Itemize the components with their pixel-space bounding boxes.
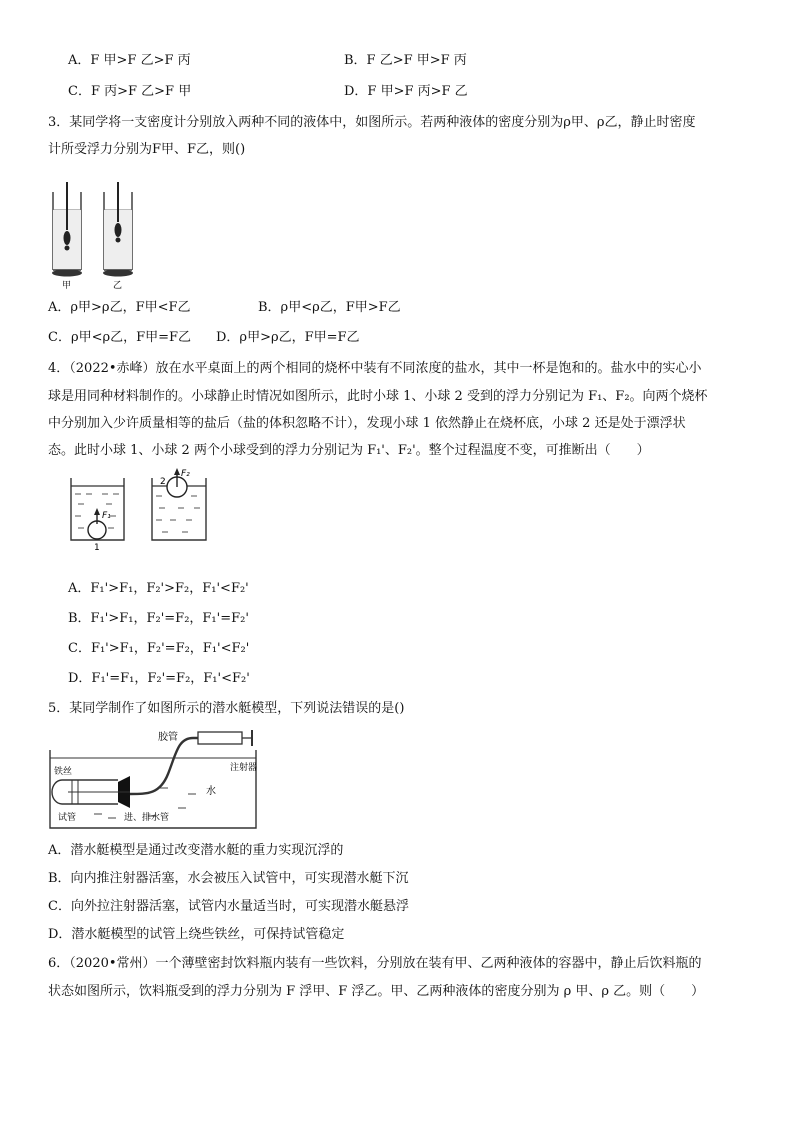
test-tube: [52, 776, 130, 808]
q5-option-d: D．潜水艇模型的试管上绕些铁丝，可保持试管稳定: [48, 927, 345, 942]
q4-option-c: C．F₁'>F₁，F₂'=F₂，F₁'<F₂': [68, 641, 250, 656]
beaker-2: [152, 468, 206, 540]
label-hose: 胶管: [158, 732, 178, 743]
q3-stem-line2: 计所受浮力分别为F甲、F乙，则(): [48, 142, 246, 157]
q5-submarine-figure: [48, 724, 268, 838]
syringe: [130, 730, 252, 794]
q3-hydrometer-figure: [48, 180, 148, 296]
label-water: 水: [206, 786, 216, 797]
label-pipe: 进、排水管: [124, 813, 170, 823]
q6-stem-line2: 状态如图所示，饮料瓶受到的浮力分别为 F 浮甲、F 浮乙。甲、乙两种液体的密度分别为 ρ 甲、ρ 乙。则（ ）: [48, 984, 705, 999]
q4-stem-line4: 态。此时小球 1、小球 2 两个小球受到的浮力分别记为 F₁'、F₂'。整个过程温度不变，可推断出（ ）: [48, 443, 650, 458]
label-tube: 试管: [58, 813, 77, 823]
beaker-1: [71, 478, 124, 553]
q4-option-d: D．F₁'=F₁，F₂'=F₂，F₁'<F₂': [68, 671, 250, 686]
label-f2: F₂: [181, 469, 190, 479]
label-ball-1: 1: [94, 543, 100, 553]
q4-stem-line1: 4．（2022•赤峰）放在水平桌面上的两个相同的烧杯中装有不同浓度的盐水，其中一杯是饱和的。盐水中的实心小: [48, 361, 702, 376]
q2-option-a: A．F 甲>F 乙>F 丙: [68, 53, 191, 68]
q5-option-a: A．潜水艇模型是通过改变潜水艇的重力实现沉浮的: [48, 843, 344, 858]
label-yi: 乙: [113, 281, 123, 291]
label-jia: 甲: [62, 281, 72, 291]
q3-option-c: C．ρ甲<ρ乙，F甲=F乙: [48, 330, 192, 345]
q4-option-b: B．F₁'>F₁，F₂'=F₂，F₁'=F₂': [68, 611, 249, 626]
q2-option-c: C．F 丙>F 乙>F 甲: [68, 84, 192, 99]
q4-option-a: A．F₁'>F₁，F₂'>F₂，F₁'<F₂': [68, 581, 249, 596]
left-cylinder: [52, 182, 82, 277]
q3-option-b: B．ρ甲<ρ乙，F甲>F乙: [258, 300, 401, 315]
q5-option-c: C．向外拉注射器活塞，试管内水量适当时，可实现潜水艇悬浮: [48, 899, 409, 914]
q3-option-a: A．ρ甲>ρ乙，F甲<F乙: [48, 300, 191, 315]
label-wire: 铁丝: [54, 767, 73, 777]
label-syringe: 注射器: [230, 763, 258, 773]
q6-stem-line1: 6．（2020•常州）一个薄壁密封饮料瓶内装有一些饮料，分别放在装有甲、乙两种液体的容器中，静止后饮料瓶的: [48, 956, 702, 971]
q5-option-b: B．向内推注射器活塞，水会被压入试管中，可实现潜水艇下沉: [48, 871, 409, 886]
q5-stem-line1: 5．某同学制作了如图所示的潜水艇模型，下列说法错误的是(): [48, 701, 405, 716]
q4-stem-line3: 中分别加入少许质量相等的盐后（盐的体积忽略不计），发现小球 1 依然静止在烧杯底，小球 2 还是处于漂浮状: [48, 416, 686, 431]
label-f1: F₁: [102, 511, 111, 521]
q2-option-b: B．F 乙>F 甲>F 丙: [344, 53, 467, 68]
q2-option-d: D．F 甲>F 丙>F 乙: [344, 84, 468, 99]
q3-option-d: D．ρ甲>ρ乙，F甲=F乙: [216, 330, 360, 345]
q3-stem-line1: 3．某同学将一支密度计分别放入两种不同的液体中，如图所示。若两种液体的密度分别为ρ甲、ρ乙，静止时密度: [48, 115, 696, 130]
q4-beaker-figure: [66, 466, 216, 560]
right-cylinder: [103, 182, 133, 277]
q4-stem-line2: 球是用同种材料制作的。小球静止时情况如图所示，此时小球 1、小球 2 受到的浮力分别记为 F₁、F₂。向两个烧杯: [48, 389, 708, 404]
label-ball-2: 2: [160, 477, 166, 487]
